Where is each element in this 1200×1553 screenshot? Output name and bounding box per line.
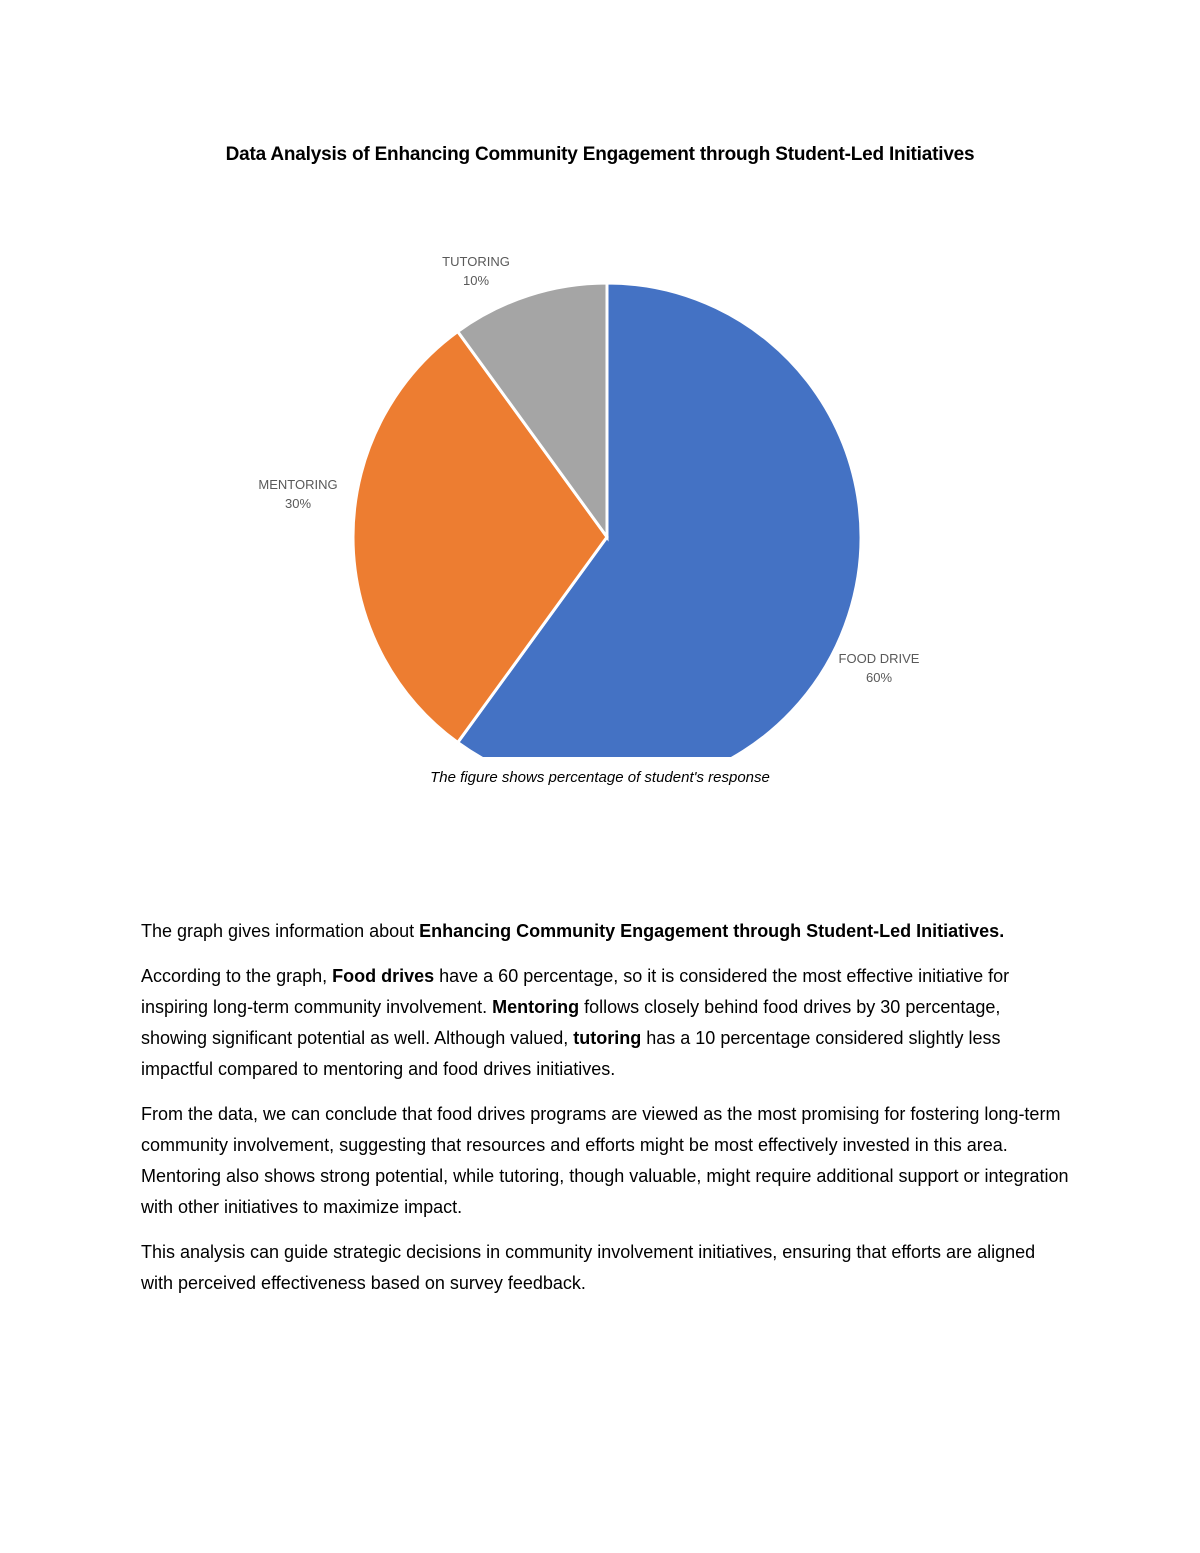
analysis-text-1: According to the graph, bbox=[141, 966, 333, 986]
analysis-bold-tutoring: tutoring bbox=[573, 1028, 642, 1048]
slice-value-tutoring: 10% bbox=[462, 273, 490, 288]
body-text bbox=[141, 916, 1071, 1313]
analysis-bold-mentoring: Mentoring bbox=[492, 997, 580, 1017]
intro-text: The graph gives information about bbox=[141, 921, 420, 941]
paragraph-intro bbox=[141, 916, 1071, 947]
paragraph-analysis bbox=[141, 961, 1071, 1085]
slice-label-tutoring: TUTORING bbox=[442, 254, 510, 269]
analysis-text-4: has a 10 percentage considered slightly less impactful compared to mentoring and food drives initiatives. bbox=[141, 1028, 1001, 1079]
slice-label-mentoring: MENTORING bbox=[258, 477, 338, 492]
slice-value-mentoring: 30% bbox=[284, 496, 312, 511]
slice-value-food-drive: 60% bbox=[865, 670, 893, 685]
intro-bold-topic: Enhancing Community Engagement through Student-Led Initiatives. bbox=[419, 921, 1005, 941]
analysis-text-2: have a 60 percentage, so it is considered the most effective initiative for inspiring long-term community involvement. bbox=[141, 966, 1010, 1017]
paragraph-guidance: This analysis can guide strategic decisions in community involvement initiatives, ensuring that efforts are aligned with perceived effectiveness based on survey feedback. bbox=[141, 1242, 1036, 1293]
document-title: Data Analysis of Enhancing Community Engagement through Student-Led Initiatives bbox=[225, 144, 975, 165]
paragraph-conclusion: From the data, we can conclude that food drives programs are viewed as the most promising for fostering long-term community involvement, suggesting that resources and efforts might be most effectively invested in this area. Mentoring also shows strong potential, while tutoring, though valuable, might require additional support or integration with other initiatives to maximize impact. bbox=[141, 1104, 1069, 1217]
slice-label-food-drive: FOOD DRIVE bbox=[838, 651, 920, 666]
figure-caption: The figure shows percentage of student's response bbox=[430, 769, 770, 786]
analysis-text-3: follows closely behind food drives by 30 percentage, showing significant potential as well. Although valued, bbox=[141, 997, 1001, 1048]
analysis-bold-food-drives: Food drives bbox=[332, 966, 435, 986]
